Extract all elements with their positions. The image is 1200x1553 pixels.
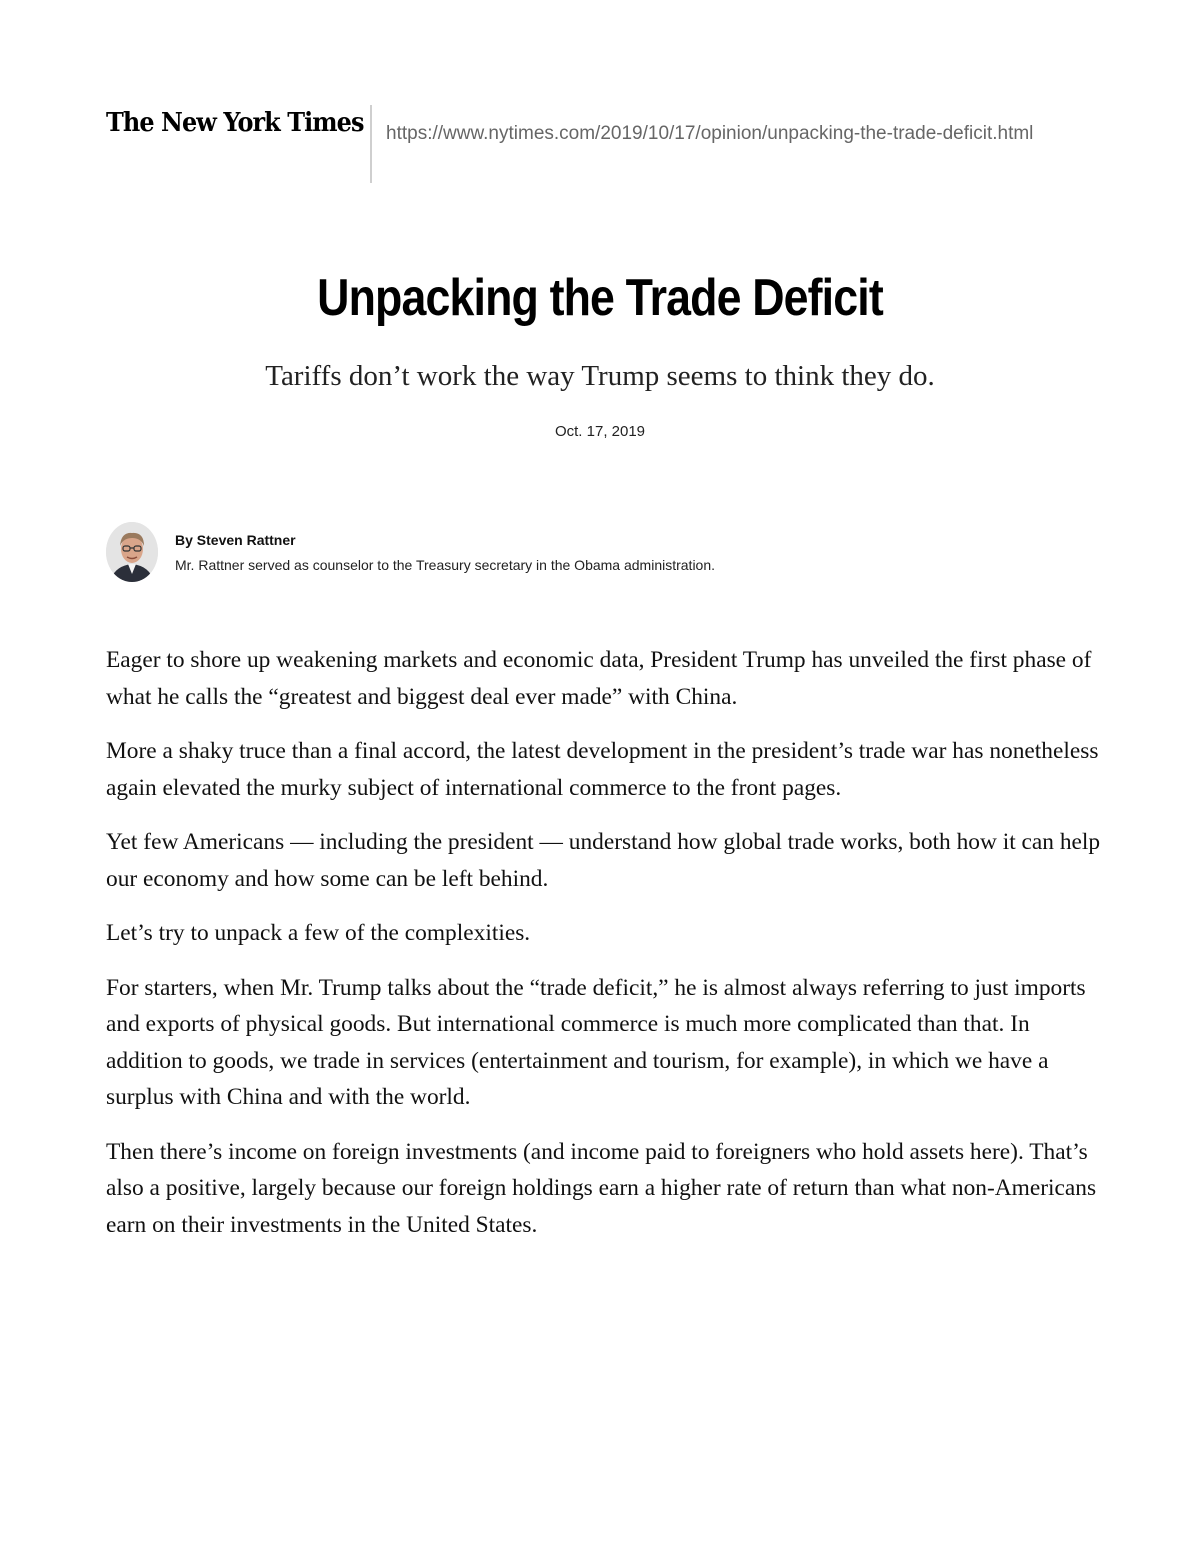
article-date: Oct. 17, 2019 (554, 423, 646, 440)
article-body (106, 642, 1106, 1261)
source-url[interactable]: https://www.nytimes.com/2019/10/17/opinion/unpacking-the-trade-deficit.html (386, 123, 1034, 144)
header-divider (370, 105, 372, 183)
article-headline: Unpacking the Trade Deficit (317, 269, 883, 327)
body-paragraph: Eager to shore up weakening markets and economic data, President Trump has unveiled the first phase of what he calls the “greatest and biggest deal ever made” with China. (106, 647, 1092, 710)
body-paragraph: Let’s try to unpack a few of the complexities. (106, 920, 531, 946)
publication-logo: The New York Times (106, 108, 364, 138)
body-paragraph: Then there’s income on foreign investments (and income paid to foreigners who hold assets here). That’s also a positive, largely because our foreign holdings earn a higher rate of return than what non-Americans earn on their investments in the United States. (106, 1138, 1097, 1238)
author-portrait-icon (106, 522, 158, 582)
article-summary: Tariffs don’t work the way Trump seems to think they do. (265, 360, 935, 392)
body-paragraph: Yet few Americans — including the president — understand how global trade works, both how it can help our economy and how some can be left behind. (106, 829, 1101, 892)
body-paragraph: For starters, when Mr. Trump talks about the “trade deficit,” he is almost always referring to just imports and exports of physical goods. But international commerce is much more complicated than that. In addition to goods, we trade in services (entertainment and tourism, for example), in which we have a surplus with China and with the world. (106, 974, 1086, 1110)
author-avatar (106, 522, 158, 582)
author-bio: Mr. Rattner served as counselor to the Treasury secretary in the Obama administration. (175, 557, 716, 573)
body-paragraph: More a shaky truce than a final accord, the latest development in the president’s trade war has nonetheless again elevated the murky subject of international commerce to the front pages. (106, 738, 1099, 801)
author-byline[interactable]: By Steven Rattner (175, 532, 296, 548)
